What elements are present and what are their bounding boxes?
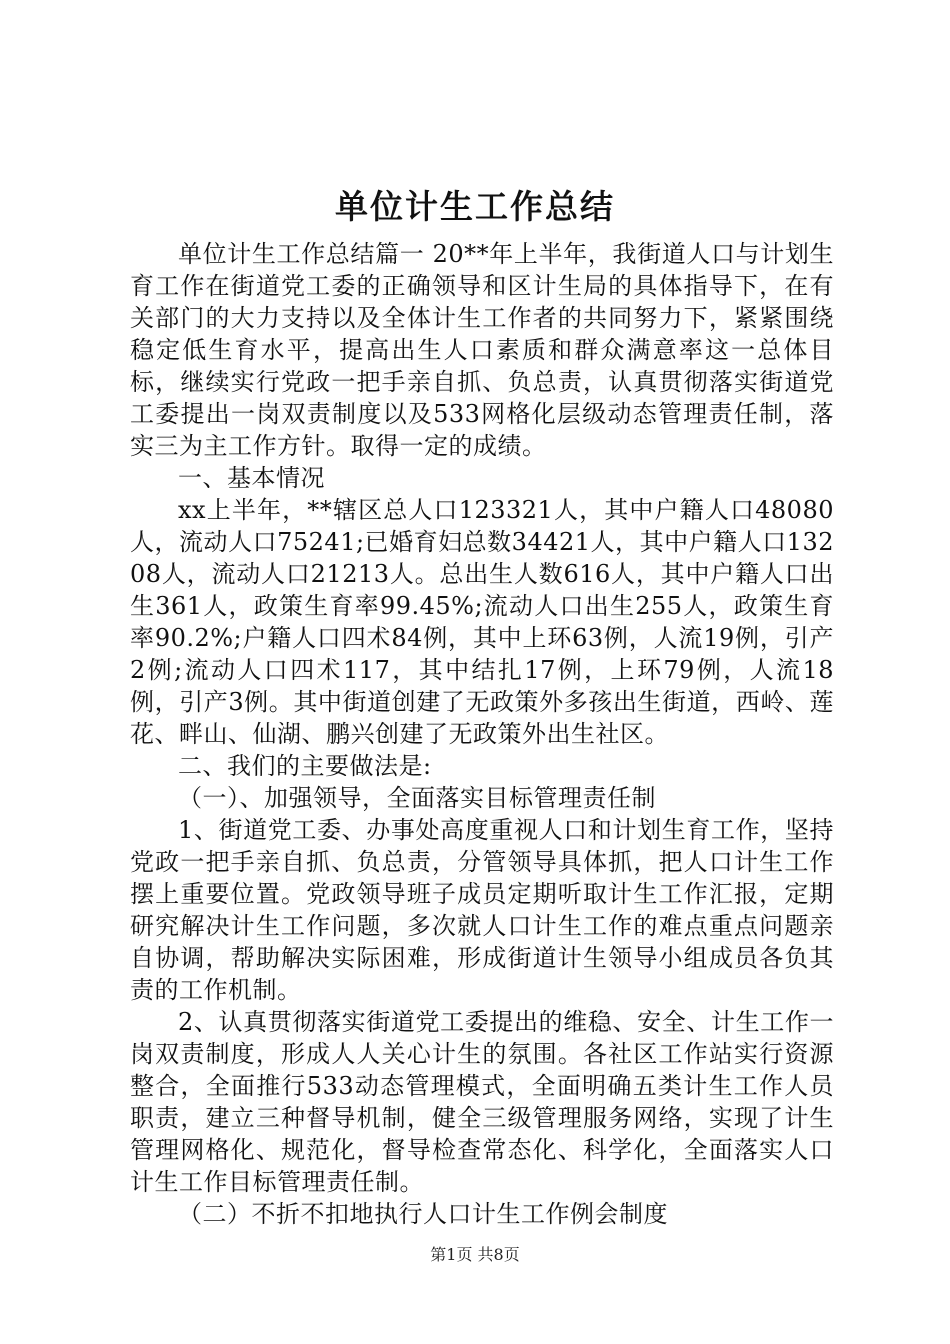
document-body (130, 238, 834, 1230)
paragraph-intro: 单位计生工作总结篇一 20**年上半年，我街道人口与计划生育工作在街道党工委的正确领导和区计生局的具体指导下，在有关部门的大力支持以及全体计生工作者的共同努力下，紧紧围绕稳定低生育水平，提高出生人口素质和群众满意率这一总体目标，继续实行党政一把手亲自抓、负总责，认真贯彻落实街道党工委提出一岗双责制度以及533网格化层级动态管理责任制，落实三为主工作方针。取得一定的成绩。 (130, 240, 834, 460)
subsection-heading-leadership: （一）、加强领导，全面落实目标管理责任制 (178, 784, 656, 812)
section-heading-basic-situation: 一、基本情况 (178, 464, 325, 492)
subsection-heading-meeting-system: （二）不折不扣地执行人口计生工作例会制度 (178, 1200, 668, 1228)
paragraph-statistics: xx上半年，**辖区总人口123321人，其中户籍人口48080人，流动人口75241;已婚育妇总数34421人，其中户籍人口13208人，流动人口21213人。总出生人数616人，其中户籍人口出生361人，政策生育率99.45%;流动人口出生255人，政策生育率90.2%;户籍人口四术84例，其中上环63例，人流19例，引产2例;流动人口四术117，其中结扎17例，上环79例，人流18例，引产3例。其中街道创建了无政策外多孩出生街道，西岭、莲花、畔山、仙湖、鹏兴创建了无政策外出生社区。 (130, 496, 834, 748)
section-heading-main-practices: 二、我们的主要做法是: (178, 752, 432, 780)
paragraph-item-2: 2、认真贯彻落实街道党工委提出的维稳、安全、计生工作一岗双责制度，形成人人关心计生的氛围。各社区工作站实行资源整合，全面推行533动态管理模式，全面明确五类计生工作人员职责，建立三种督导机制，健全三级管理服务网络，实现了计生管理网格化、规范化，督导检查常态化、科学化，全面落实人口计生工作目标管理责任制。 (130, 1008, 834, 1196)
document-title: 单位计生工作总结 (335, 187, 615, 226)
page-footer: 第1页 共8页 (430, 1245, 520, 1264)
paragraph-item-1: 1、街道党工委、办事处高度重视人口和计划生育工作，坚持党政一把手亲自抓、负总责，分管领导具体抓，把人口计生工作摆上重要位置。党政领导班子成员定期听取计生工作汇报，定期研究解决计生工作问题，多次就人口计生工作的难点重点问题亲自协调，帮助解决实际困难，形成街道计生领导小组成员各负其责的工作机制。 (130, 816, 834, 1004)
